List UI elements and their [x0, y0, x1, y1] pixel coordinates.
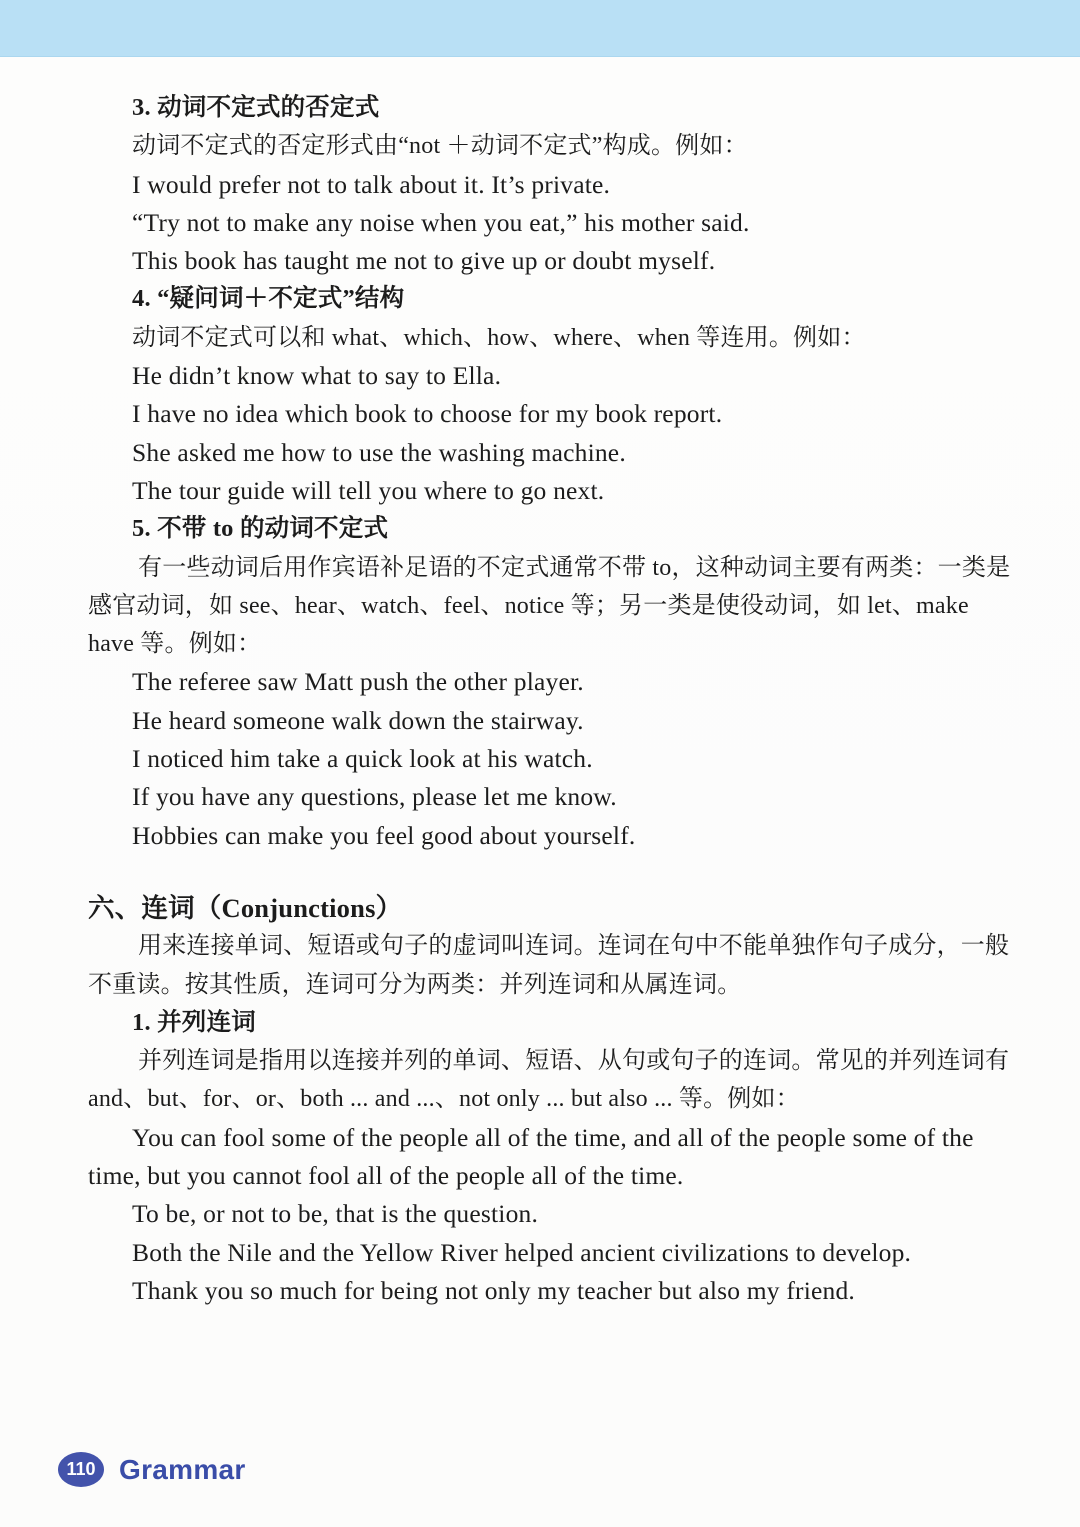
- example-sentence: To be, or not to be, that is the question.: [132, 1199, 539, 1229]
- example-sentence: This book has taught me not to give up or doubt myself.: [132, 246, 716, 276]
- section-6-paragraph-line: 用来连接单词、短语或句子的虚词叫连词。连词在句中不能单独作句子成分，一般: [138, 933, 1010, 960]
- section-6-paragraph-line: and、but、for、or、both ... and ...、not only ... but also ... 等。例如：: [88, 1086, 800, 1113]
- example-sentence: He didn’t know what to say to Ella.: [132, 361, 502, 391]
- example-sentence: The tour guide will tell you where to go next.: [132, 475, 605, 505]
- section-6-paragraph-line: 不重读。按其性质，连词可分为两类：并列连词和从属连词。: [88, 971, 742, 998]
- page-header-band: [0, 0, 1080, 57]
- page-content: [88, 89, 1011, 1310]
- section-5-paragraph-line: 感官动词，如 see、hear、watch、feel、notice 等；另一类是使役动词，如 let、make: [88, 592, 969, 619]
- example-sentence: Both the Nile and the Yellow River helped ancient civilizations to develop.: [132, 1237, 912, 1267]
- section-4-intro: 动词不定式可以和 what、which、how、where、when 等连用。例如：: [132, 324, 866, 351]
- section-6-paragraph-line: 并列连词是指用以连接并列的单词、短语、从句或句子的连词。常见的并列连词有: [138, 1048, 1010, 1075]
- example-sentence: I have no idea which book to choose for my book report.: [132, 399, 723, 429]
- page-number-badge: 110: [58, 1452, 104, 1487]
- section-4-heading: 4. “疑问词＋不定式”结构: [132, 285, 405, 313]
- example-sentence: The referee saw Matt push the other player.: [132, 667, 584, 697]
- footer-section-label: Grammar: [119, 1453, 246, 1485]
- section-5-heading: 5. 不带 to 的动词不定式: [132, 515, 389, 543]
- example-sentence: If you have any questions, please let me know.: [132, 782, 617, 812]
- example-sentence: He heard someone walk down the stairway.: [132, 705, 584, 735]
- section-5-paragraph-line: 有一些动词后用作宾语补足语的不定式通常不带 to，这种动词主要有两类：一类是: [138, 554, 1011, 581]
- example-sentence: I noticed him take a quick look at his watch.: [132, 744, 593, 774]
- example-sentence: “Try not to make any noise when you eat,” his mother said.: [132, 207, 750, 237]
- example-sentence: She asked me how to use the washing machine.: [132, 437, 626, 467]
- example-sentence: You can fool some of the people all of the time, and all of the people some of the: [132, 1122, 974, 1152]
- page-footer: [58, 1452, 246, 1487]
- section-3-heading: 3. 动词不定式的否定式: [132, 94, 380, 121]
- example-sentence: Hobbies can make you feel good about yourself.: [132, 820, 636, 850]
- example-sentence: Thank you so much for being not only my teacher but also my friend.: [132, 1275, 855, 1305]
- example-sentence-continuation: time, but you cannot fool all of the people all of the time.: [88, 1161, 684, 1191]
- section-6-heading: 六、连词（Conjunctions）: [88, 892, 403, 923]
- section-3-intro: 动词不定式的否定形式由“not ＋动词不定式”构成。例如：: [132, 133, 748, 160]
- section-5-paragraph-line: have 等。例如：: [88, 631, 262, 658]
- example-sentence: I would prefer not to talk about it. It’s private.: [132, 169, 611, 199]
- section-6-sub-heading: 1. 并列连词: [132, 1008, 256, 1036]
